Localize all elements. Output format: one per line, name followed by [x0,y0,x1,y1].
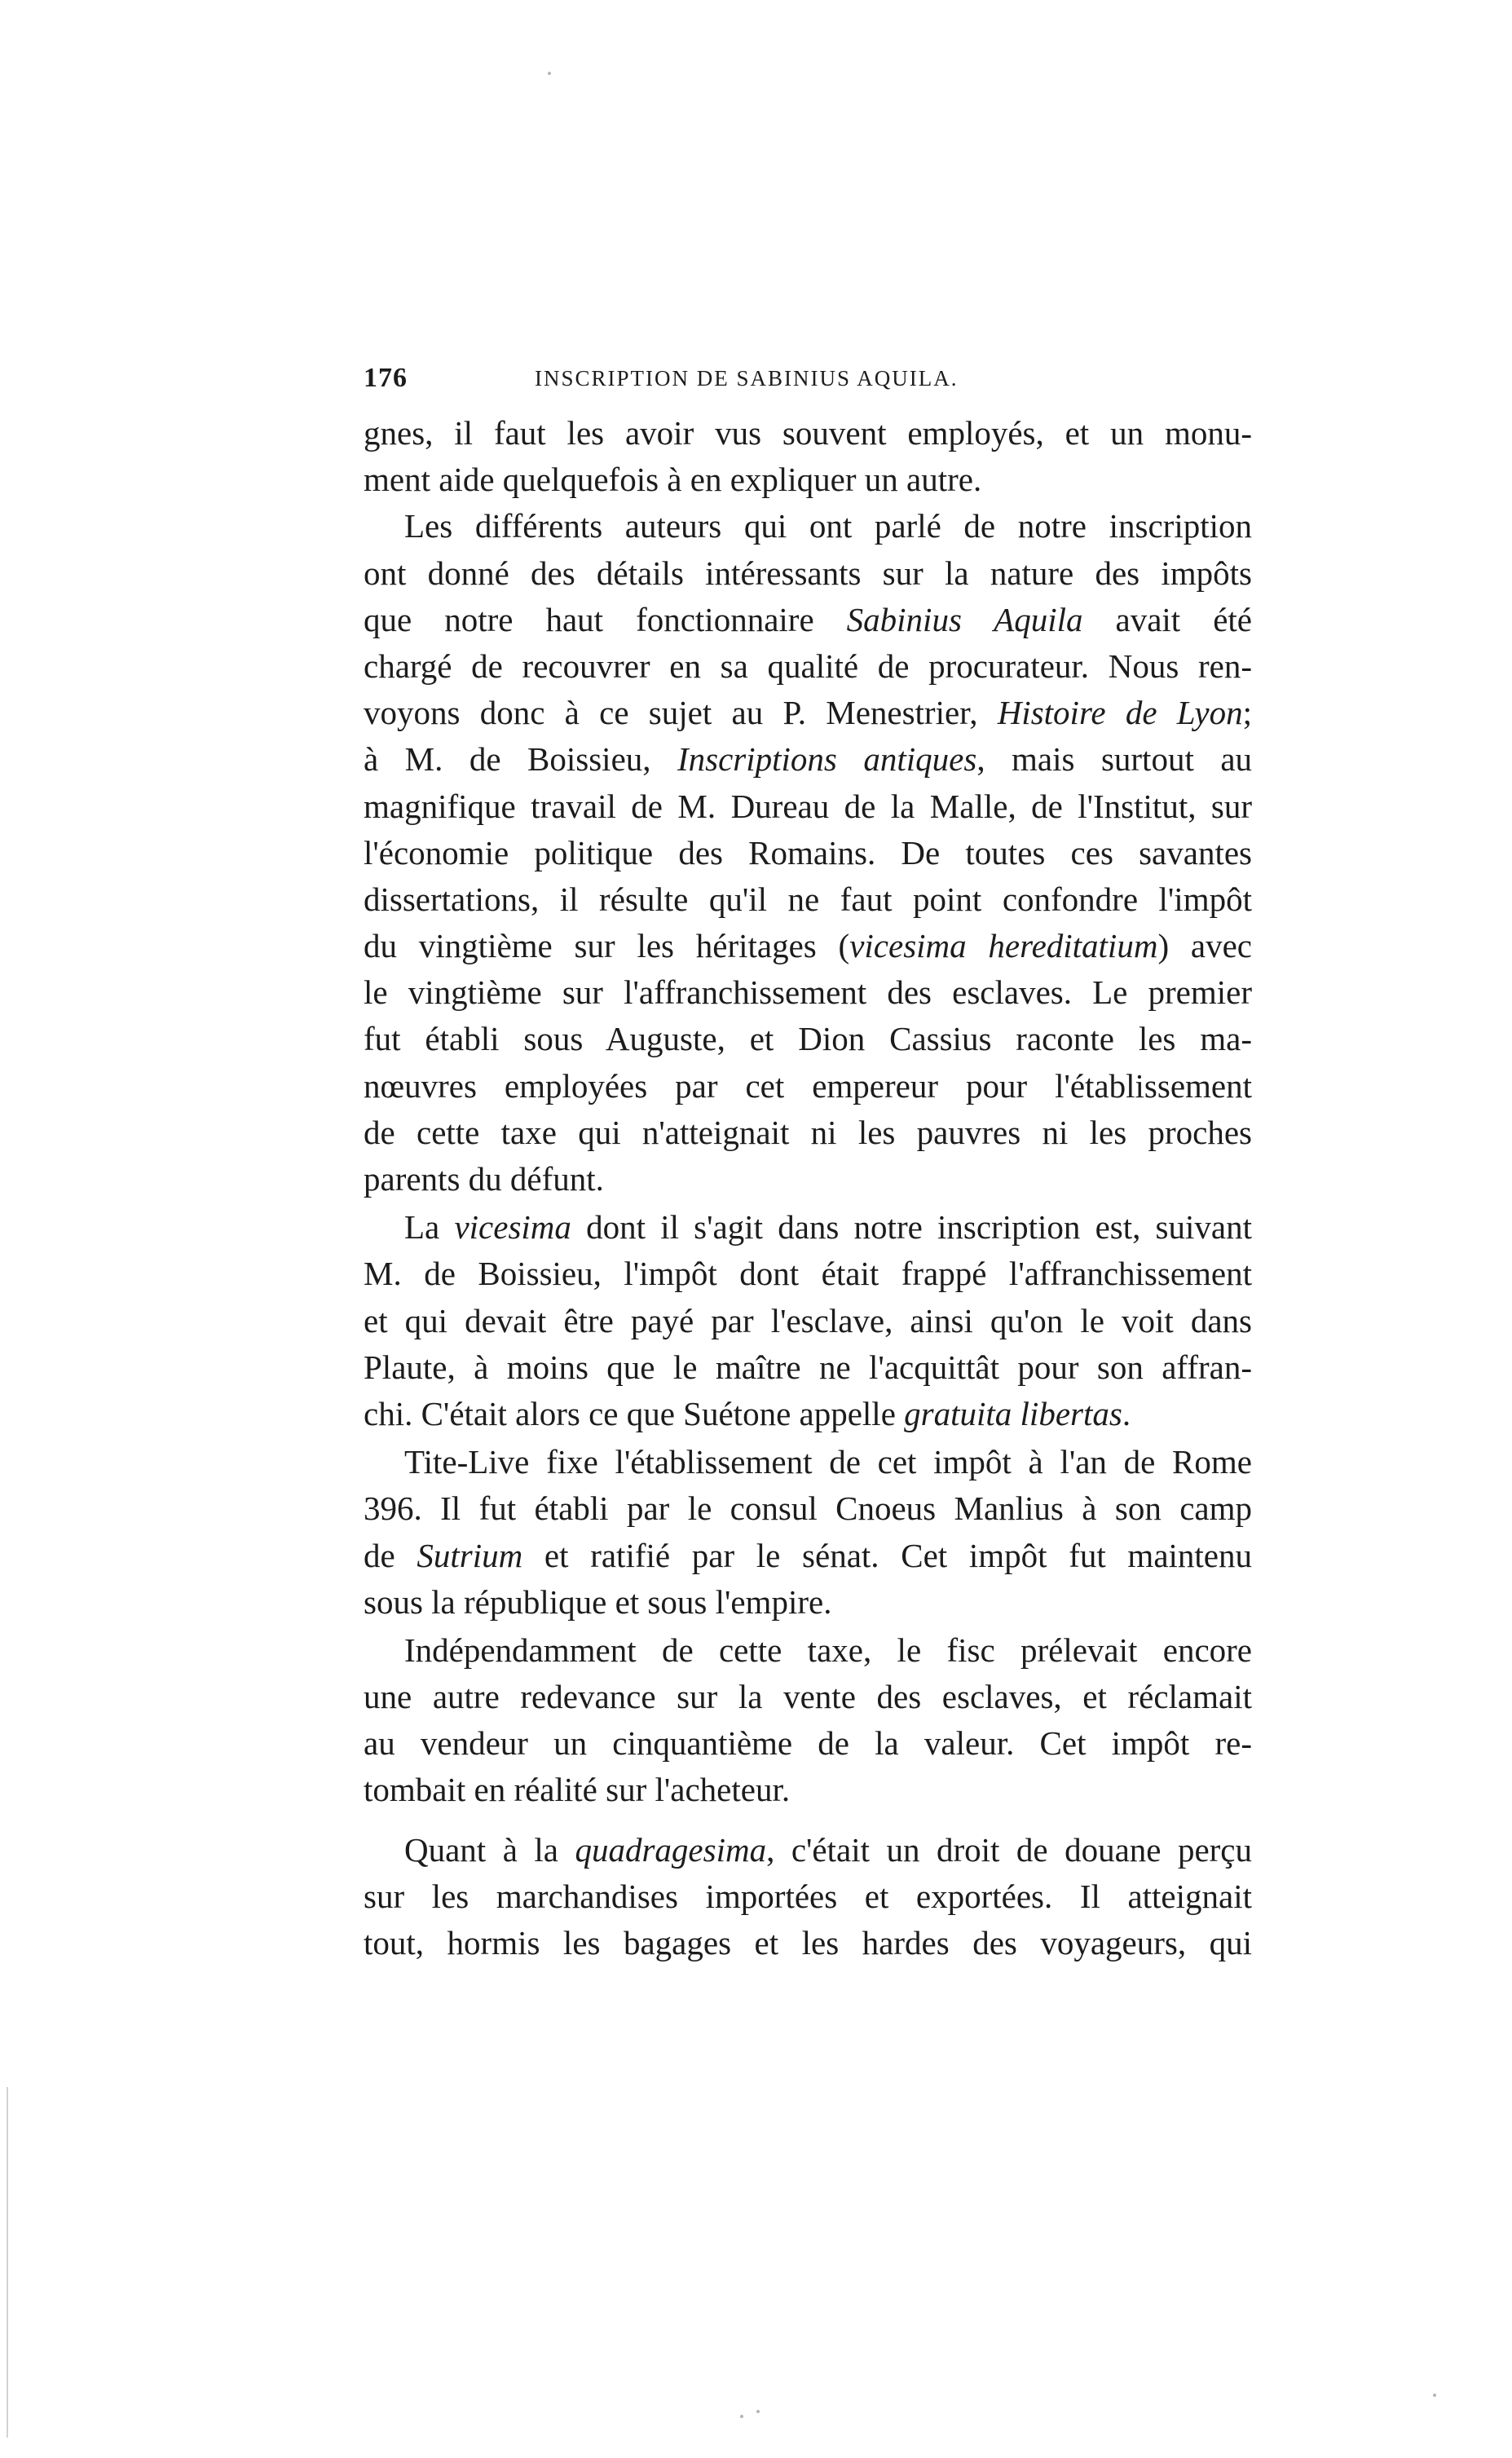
text-line: Plaute, à moins que le maître ne l'acquittât pour son affran- [364,1348,1252,1386]
text-line: que notre haut fonctionnaire Sabinius Aquila avait été [364,600,1252,638]
text-line: Tite-Live fixe l'établissement de cet impôt à l'an de Rome [404,1443,1252,1481]
text-line: et qui devait être payé par l'esclave, ainsi qu'on le voit dans [364,1301,1252,1339]
scan-speck [548,72,551,75]
body-text [364,410,1252,1966]
italic-title: Histoire de Lyon [997,694,1243,732]
scan-margin-line [7,2087,8,2438]
italic-title: Inscriptions antiques [677,740,977,779]
italic-place: Sutrium [417,1536,523,1574]
italic-term: vicesima [454,1208,571,1247]
text-line: nœuvres employées par cet empereur pour l'établissement [364,1066,1252,1105]
running-title: INSCRIPTION DE SABINIUS AQUILA. [535,366,959,391]
text-line: de cette taxe qui n'atteignait ni les pauvres ni les proches [364,1113,1252,1151]
italic-term: vicesima hereditatium [849,927,1158,965]
running-head [364,363,1244,399]
text-line: une autre redevance sur la vente des esclaves, et réclamait [364,1678,1252,1716]
scan-speck [740,2415,743,2418]
scan-speck [756,2410,760,2413]
scan-speck [1433,2394,1436,2397]
text-line: Les différents auteurs qui ont parlé de notre inscription [404,507,1252,545]
text-line: l'économie politique des Romains. De toutes ces savantes [364,833,1252,872]
text-line: sur les marchandises importées et exportées. Il atteignait [364,1877,1252,1915]
text-line: tombait en réalité sur l'acheteur. [364,1771,791,1809]
text-line: parents du défunt. [364,1160,604,1198]
text-line: ont donné des détails intéressants sur la nature des impôts [364,554,1252,592]
text-line: de Sutrium et ratifié par le sénat. Cet impôt fut maintenu [364,1536,1252,1574]
text-line: à M. de Boissieu, Inscriptions antiques, mais surtout au [364,740,1253,779]
text-line: voyons donc à ce sujet au P. Menestrier, Histoire de Lyon; [364,694,1252,732]
text-line: chargé de recouvrer en sa qualité de procurateur. Nous ren- [364,646,1252,685]
text-line: Quant à la quadragesima, c'était un droit de douane perçu [404,1830,1253,1869]
italic-term: quadragesima [575,1830,767,1869]
italic-term: gratuita libertas [904,1394,1122,1432]
text-line: ment aide quelquefois à en expliquer un autre. [364,461,982,499]
text-line: le vingtième sur l'affranchissement des esclaves. Le premier [364,973,1252,1012]
paragraph-gap [364,1814,1252,1827]
italic-name: Sabinius Aquila [846,600,1083,638]
page-number: 176 [364,363,408,393]
text-line: du vingtième sur les héritages (vicesima hereditatium) avec [364,927,1252,965]
text-line: au vendeur un cinquantième de la valeur. Cet impôt re- [364,1724,1252,1763]
text-line: chi. C'était alors ce que Suétone appelle gratuita libertas. [364,1394,1131,1432]
text-line: fut établi sous Auguste, et Dion Cassius raconte les ma- [364,1020,1252,1058]
text-line: dissertations, il résulte qu'il ne faut point confondre l'impôt [364,880,1252,918]
text-line: La vicesima dont il s'agit dans notre inscription est, suivant [404,1208,1252,1247]
text-line: gnes, il faut les avoir vus souvent employés, et un monu- [364,414,1252,452]
text-line: tout, hormis les bagages et les hardes des voyageurs, qui [364,1924,1252,1962]
text-line: sous la république et sous l'empire. [364,1582,832,1621]
text-line: magnifique travail de M. Dureau de la Malle, de l'Institut, sur [364,787,1252,825]
text-line: Indépendamment de cette taxe, le fisc prélevait encore [404,1631,1252,1669]
text-line: 396. Il fut établi par le consul Cnoeus Manlius à son camp [364,1489,1252,1528]
text-line: M. de Boissieu, l'impôt dont était frappé l'affranchissement [364,1255,1252,1293]
